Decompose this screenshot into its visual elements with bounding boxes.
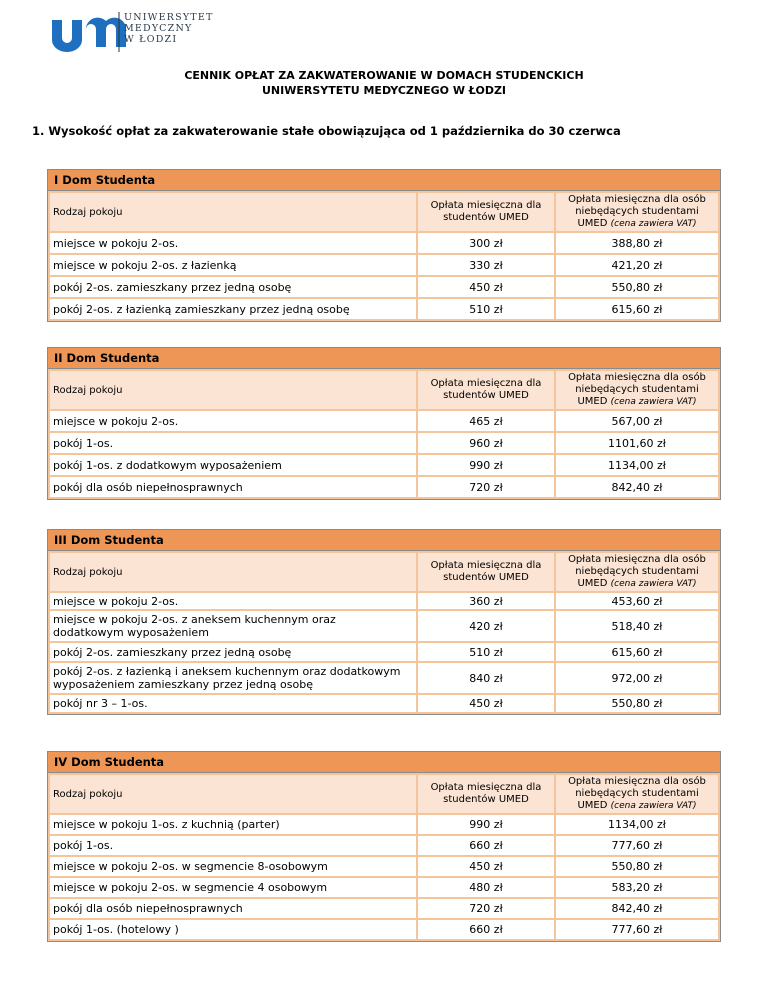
col-umed: Opłata miesięczna dla studentów UMED	[418, 193, 554, 231]
col-umed: Opłata miesięczna dla studentów UMED	[418, 371, 554, 409]
table-row: pokój 2-os. zamieszkany przez jedną osobę 450 zł 550,80 zł	[50, 277, 718, 297]
table-row: miejsce w pokoju 2-os. z aneksem kuchennym oraz dodatkowym wyposażeniem 420 zł 518,40 zł	[50, 611, 718, 641]
table-row: miejsce w pokoju 2-os. 360 zł 453,60 zł	[50, 593, 718, 609]
table-row: miejsce w pokoju 2-os. 300 zł 388,80 zł	[50, 233, 718, 253]
table-row: miejsce w pokoju 2-os. w segmencie 4 osobowym 480 zł 583,20 zł	[50, 878, 718, 897]
ds2-title: II Dom Studenta	[48, 348, 720, 369]
col-room-type: Rodzaj pokoju	[50, 193, 416, 231]
ds1-table	[47, 169, 721, 322]
ds3-table	[47, 529, 721, 715]
table-row: pokój 1-os. (hotelowy ) 660 zł 777,60 zł	[50, 920, 718, 939]
table-row: pokój dla osób niepełnosprawnych 720 zł 842,40 zł	[50, 477, 718, 497]
ds4-table	[47, 751, 721, 942]
col-other: Opłata miesięczna dla osób niebędących studentami UMED (cena zawiera VAT)	[556, 193, 718, 231]
col-umed: Opłata miesięczna dla studentów UMED	[418, 775, 554, 813]
col-room-type: Rodzaj pokoju	[50, 371, 416, 409]
table-row: miejsce w pokoju 2-os. z łazienką 330 zł 421,20 zł	[50, 255, 718, 275]
table-row: pokój 1-os. 960 zł 1101,60 zł	[50, 433, 718, 453]
table-row: pokój 1-os. 660 zł 777,60 zł	[50, 836, 718, 855]
table-row: miejsce w pokoju 2-os. 465 zł 567,00 zł	[50, 411, 718, 431]
col-other: Opłata miesięczna dla osób niebędących studentami UMED (cena zawiera VAT)	[556, 775, 718, 813]
col-other: Opłata miesięczna dla osób niebędących studentami UMED (cena zawiera VAT)	[556, 371, 718, 409]
table-row: pokój 2-os. zamieszkany przez jedną osobę 510 zł 615,60 zł	[50, 643, 718, 661]
section-heading: 1. Wysokość opłat za zakwaterowanie stałe obowiązująca od 1 października do 30 czerwca	[32, 124, 621, 138]
table-row: miejsce w pokoju 1-os. z kuchnią (parter) 990 zł 1134,00 zł	[50, 815, 718, 834]
col-room-type: Rodzaj pokoju	[50, 775, 416, 813]
page-title: CENNIK OPŁAT ZA ZAKWATEROWANIE W DOMACH STUDENCKICH UNIWERSYTETU MEDYCZNEGO W ŁODZI	[184, 69, 584, 97]
ds2-table	[47, 347, 721, 500]
ds3-title: III Dom Studenta	[48, 530, 720, 551]
table-row: pokój dla osób niepełnosprawnych 720 zł 842,40 zł	[50, 899, 718, 918]
col-room-type: Rodzaj pokoju	[50, 553, 416, 591]
col-other: Opłata miesięczna dla osób niebędących studentami UMED (cena zawiera VAT)	[556, 553, 718, 591]
table-row: pokój nr 3 – 1-os. 450 zł 550,80 zł	[50, 695, 718, 712]
table-row: pokój 2-os. z łazienką zamieszkany przez jedną osobę 510 zł 615,60 zł	[50, 299, 718, 319]
ds1-title: I Dom Studenta	[48, 170, 720, 191]
table-row: pokój 2-os. z łazienką i aneksem kuchennym oraz dodatkowym wyposażeniem zamieszkany przez jedną osobę 840 zł 972,00 zł	[50, 663, 718, 693]
table-row: pokój 1-os. z dodatkowym wyposażeniem 990 zł 1134,00 zł	[50, 455, 718, 475]
table-row: miejsce w pokoju 2-os. w segmencie 8-osobowym 450 zł 550,80 zł	[50, 857, 718, 876]
ds4-title: IV Dom Studenta	[48, 752, 720, 773]
col-umed: Opłata miesięczna dla studentów UMED	[418, 553, 554, 591]
logo-text: UNIWERSYTET MEDYCZNY W ŁODZI	[124, 12, 214, 45]
